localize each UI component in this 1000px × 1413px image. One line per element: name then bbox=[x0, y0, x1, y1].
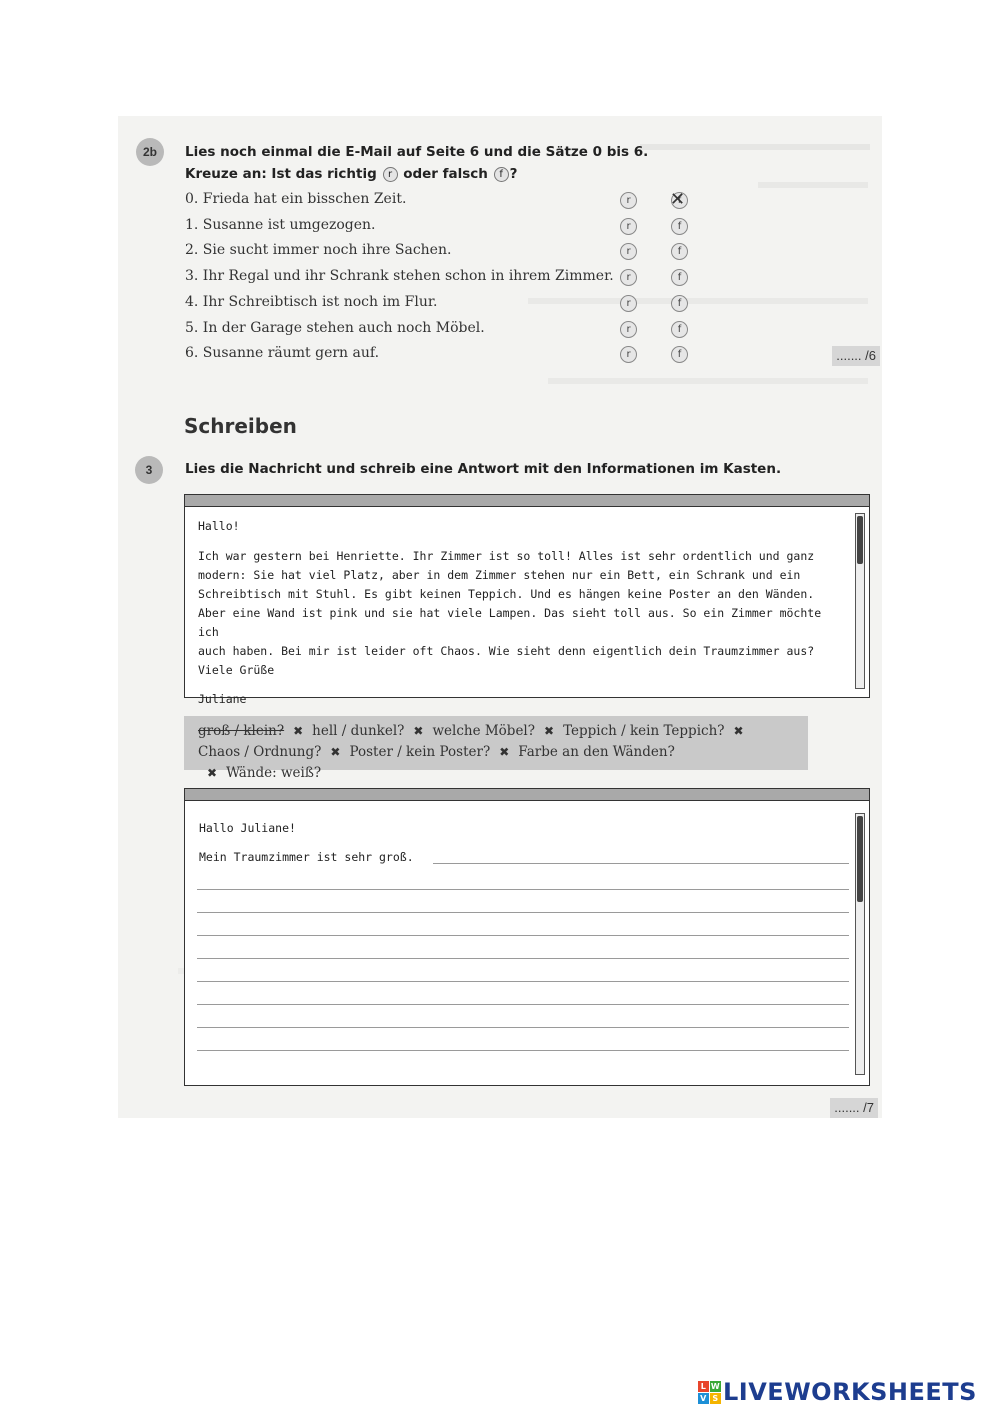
richtig-option[interactable]: r bbox=[620, 192, 637, 209]
writing-line bbox=[197, 912, 849, 913]
exercise-2b-instruction bbox=[185, 141, 648, 185]
writing-area[interactable] bbox=[185, 789, 869, 1085]
keyword-row-2 bbox=[198, 742, 794, 784]
falsch-option[interactable]: f bbox=[671, 218, 688, 235]
richtig-option[interactable]: r bbox=[620, 321, 637, 338]
instruction-text: oder falsch bbox=[403, 166, 488, 182]
keyword-box bbox=[184, 716, 808, 781]
message-line: Schreibtisch mit Stuhl. Es gibt keinen Teppich. Und es hängen keine Poster an den Wänden. bbox=[198, 587, 815, 601]
richtig-option[interactable]: r bbox=[620, 243, 637, 260]
separator-cross-icon: ✖ bbox=[413, 724, 424, 738]
keyword: groß / klein? bbox=[198, 723, 285, 739]
logo-tile: L bbox=[698, 1381, 709, 1392]
statement-text: 3. Ihr Regal und ihr Schrank stehen schon in ihrem Zimmer. bbox=[185, 268, 614, 284]
richtig-option[interactable]: r bbox=[620, 346, 637, 363]
richtig-option[interactable]: r bbox=[620, 218, 637, 235]
writing-line bbox=[197, 1004, 849, 1005]
message-line: auch haben. Bei mir ist leider oft Chaos. Wie sieht denn eigentlich dein Traumzimmer aus? bbox=[198, 644, 815, 658]
statement-text: 1. Susanne ist umgezogen. bbox=[185, 217, 376, 233]
statement-text: 0. Frieda hat ein bisschen Zeit. bbox=[185, 191, 407, 207]
separator-cross-icon: ✖ bbox=[293, 724, 304, 738]
instruction-line-1: Lies noch einmal die E-Mail auf Seite 6 und die Sätze 0 bis 6. bbox=[185, 144, 649, 160]
keyword: Teppich / kein Teppich? bbox=[563, 723, 725, 739]
message-greeting: Hallo! bbox=[198, 519, 240, 533]
logo-text: LIVEWORKSHEETS bbox=[723, 1378, 977, 1406]
scrollbar-thumb[interactable] bbox=[857, 516, 863, 564]
logo-tile: S bbox=[710, 1393, 721, 1404]
reply-first-line: Mein Traumzimmer ist sehr groß. bbox=[199, 850, 414, 864]
statement-text: 6. Susanne räumt gern auf. bbox=[185, 345, 380, 361]
falsch-option[interactable]: f bbox=[671, 346, 688, 363]
richtig-option[interactable]: r bbox=[620, 295, 637, 312]
message-body bbox=[198, 547, 848, 680]
section-title: Schreiben bbox=[184, 414, 297, 438]
falsch-option[interactable]: f ✕ bbox=[671, 192, 688, 209]
separator-cross-icon: ✖ bbox=[733, 724, 744, 738]
liveworksheets-logo bbox=[698, 1378, 977, 1406]
keyword: hell / dunkel? bbox=[312, 723, 405, 739]
message-signature: Juliane bbox=[198, 692, 247, 706]
message-line: Aber eine Wand ist pink und sie hat viele Lampen. Das sieht toll aus. So ein Zimmer möchte ich bbox=[198, 606, 822, 639]
keyword: welche Möbel? bbox=[432, 723, 535, 739]
statement-text: 5. In der Garage stehen auch noch Möbel. bbox=[185, 320, 485, 336]
falsch-option[interactable]: f bbox=[671, 321, 688, 338]
keyword: Poster / kein Poster? bbox=[349, 744, 491, 760]
falsch-option[interactable]: f bbox=[671, 243, 688, 260]
window-title-bar bbox=[185, 495, 869, 507]
writing-line bbox=[433, 863, 849, 864]
keyword: Wände: weiß? bbox=[226, 765, 322, 781]
statement-text: 4. Ihr Schreibtisch ist noch im Flur. bbox=[185, 294, 438, 310]
logo-tile: V bbox=[698, 1393, 709, 1404]
keyword-row-1 bbox=[198, 721, 794, 742]
score-box-3: ....... /7 bbox=[830, 1098, 878, 1118]
f-symbol-icon: f bbox=[494, 167, 509, 182]
message-line: Viele Grüße bbox=[198, 663, 275, 677]
separator-cross-icon: ✖ bbox=[330, 745, 341, 759]
message-window bbox=[184, 494, 870, 706]
scrollbar[interactable] bbox=[855, 513, 865, 689]
exercise-badge-3 bbox=[135, 456, 163, 484]
message-line: modern: Sie hat viel Platz, aber in dem Zimmer stehen nur ein Bett, ein Schrank und ein bbox=[198, 568, 801, 582]
keyword: Chaos / Ordnung? bbox=[198, 744, 322, 760]
exercise-3-instruction: Lies die Nachricht und schreib eine Antwort mit den Informationen im Kasten. bbox=[185, 461, 782, 477]
r-symbol-icon: r bbox=[383, 167, 398, 182]
instruction-line-2 bbox=[185, 163, 648, 185]
writing-line bbox=[197, 958, 849, 959]
falsch-option[interactable]: f bbox=[671, 269, 688, 286]
score-box-2b: ....... /6 bbox=[832, 346, 880, 366]
writing-line bbox=[197, 981, 849, 982]
message-text bbox=[198, 517, 848, 709]
richtig-option[interactable]: r bbox=[620, 269, 637, 286]
badge-label: 3 bbox=[145, 463, 153, 477]
message-line: Ich war gestern bei Henriette. Ihr Zimmer ist so toll! Alles ist sehr ordentlich und ganz bbox=[198, 549, 815, 563]
instruction-text: Kreuze an: Ist das richtig bbox=[185, 166, 377, 182]
badge-label: 2b bbox=[142, 145, 157, 159]
keyword: Farbe an den Wänden? bbox=[518, 744, 675, 760]
separator-cross-icon: ✖ bbox=[499, 745, 510, 759]
writing-line bbox=[197, 889, 849, 890]
logo-tile: W bbox=[710, 1381, 721, 1391]
exercise-badge-2b bbox=[136, 138, 164, 166]
writing-line bbox=[197, 1027, 849, 1028]
logo-tiles-icon bbox=[698, 1381, 721, 1404]
separator-cross-icon: ✖ bbox=[544, 724, 555, 738]
writing-line bbox=[197, 1050, 849, 1051]
separator-cross-icon: ✖ bbox=[207, 766, 218, 780]
falsch-option[interactable]: f bbox=[671, 295, 688, 312]
statement-text: 2. Sie sucht immer noch ihre Sachen. bbox=[185, 242, 452, 258]
reply-greeting: Hallo Juliane! bbox=[199, 821, 296, 835]
reply-window bbox=[184, 788, 870, 1086]
instruction-text: ? bbox=[509, 166, 518, 182]
writing-line bbox=[197, 935, 849, 936]
